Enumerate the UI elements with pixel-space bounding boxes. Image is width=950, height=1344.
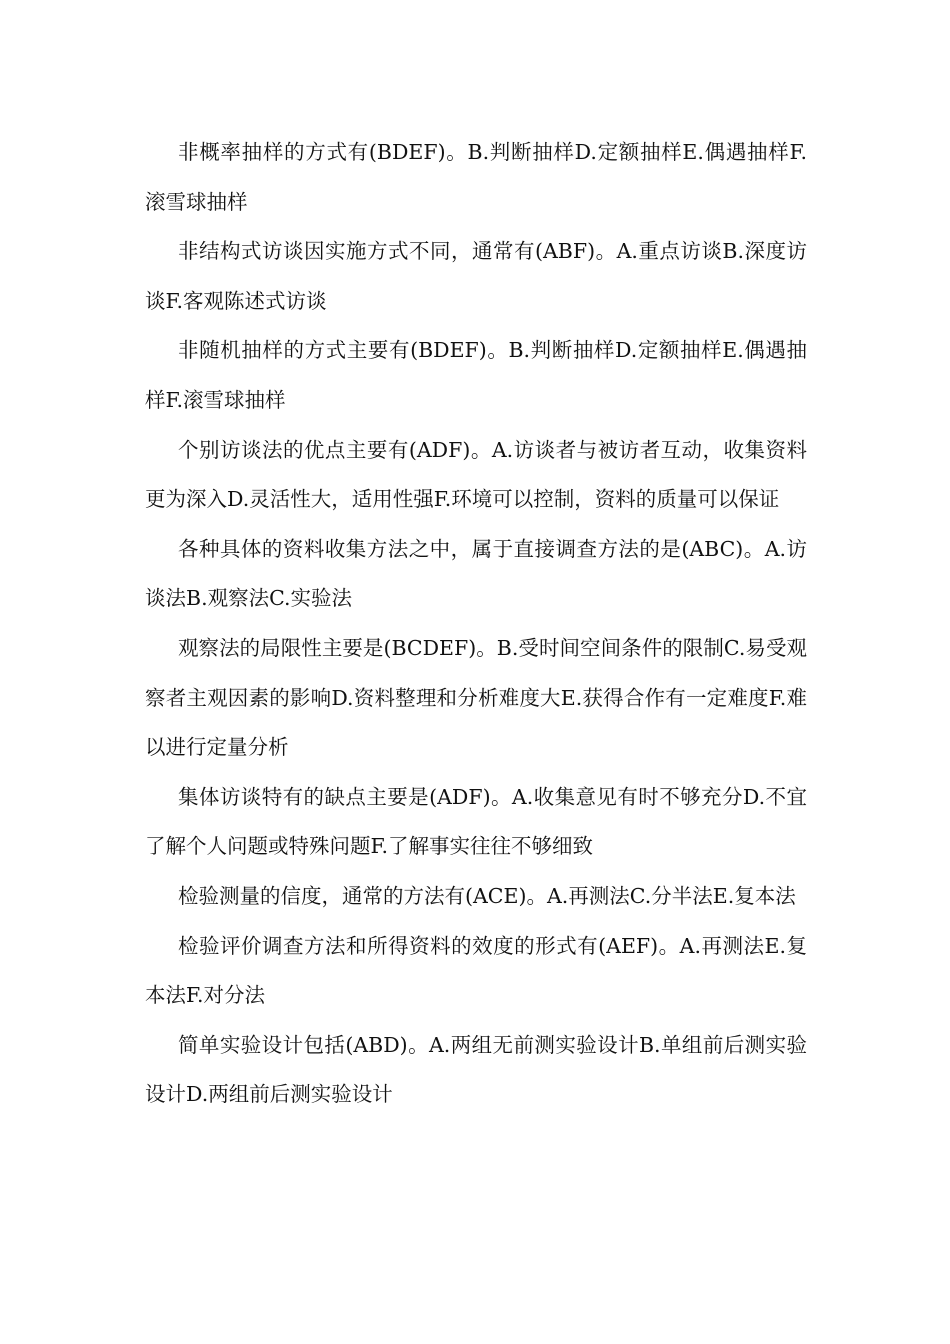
paragraph-unstructured-interview: 非结构式访谈因实施方式不同，通常有(ABF)。A.重点访谈B.深度访谈F.客观陈述式访谈 [145, 239, 807, 313]
paragraph-direct-survey-methods: 各种具体的资料收集方法之中，属于直接调查方法的是(ABC)。A.访谈法B.观察法C.实验法 [145, 536, 807, 611]
paragraph-non-probability-sampling: 非概率抽样的方式有(BDEF)。B.判断抽样D.定额抽样E.偶遇抽样F.滚雪球抽样 [145, 140, 807, 214]
paragraph-simple-experiment-design: 简单实验设计包括(ABD)。A.两组无前测实验设计B.单组前后测实验设计D.两组前后测实验设计 [145, 1032, 807, 1107]
paragraph-individual-interview-advantages: 个别访谈法的优点主要有(ADF)。A.访谈者与被访者互动，收集资料更为深入D.灵活性大，适用性强F.环境可以控制，资料的质量可以保证 [145, 437, 807, 512]
paragraph-validity-testing: 检验评价调查方法和所得资料的效度的形式有(AEF)。A.再测法E.复本法F.对分法 [145, 933, 807, 1008]
paragraph-group-interview-shortcomings: 集体访谈特有的缺点主要是(ADF)。A.收集意见有时不够充分D.不宜了解个人问题或特殊问题F.了解事实往往不够细致 [145, 784, 807, 859]
paragraph-non-random-sampling: 非随机抽样的方式主要有(BDEF)。B.判断抽样D.定额抽样E.偶遇抽样F.滚雪球抽样 [145, 338, 807, 412]
document-body [145, 128, 807, 1120]
paragraph-reliability-testing: 检验测量的信度，通常的方法有(ACE)。A.再测法C.分半法E.复本法 [178, 883, 796, 908]
paragraph-observation-limitations: 观察法的局限性主要是(BCDEF)。B.受时间空间条件的限制C.易受观察者主观因素的影响D.资料整理和分析难度大E.获得合作有一定难度F.难以进行定量分析 [145, 635, 807, 760]
